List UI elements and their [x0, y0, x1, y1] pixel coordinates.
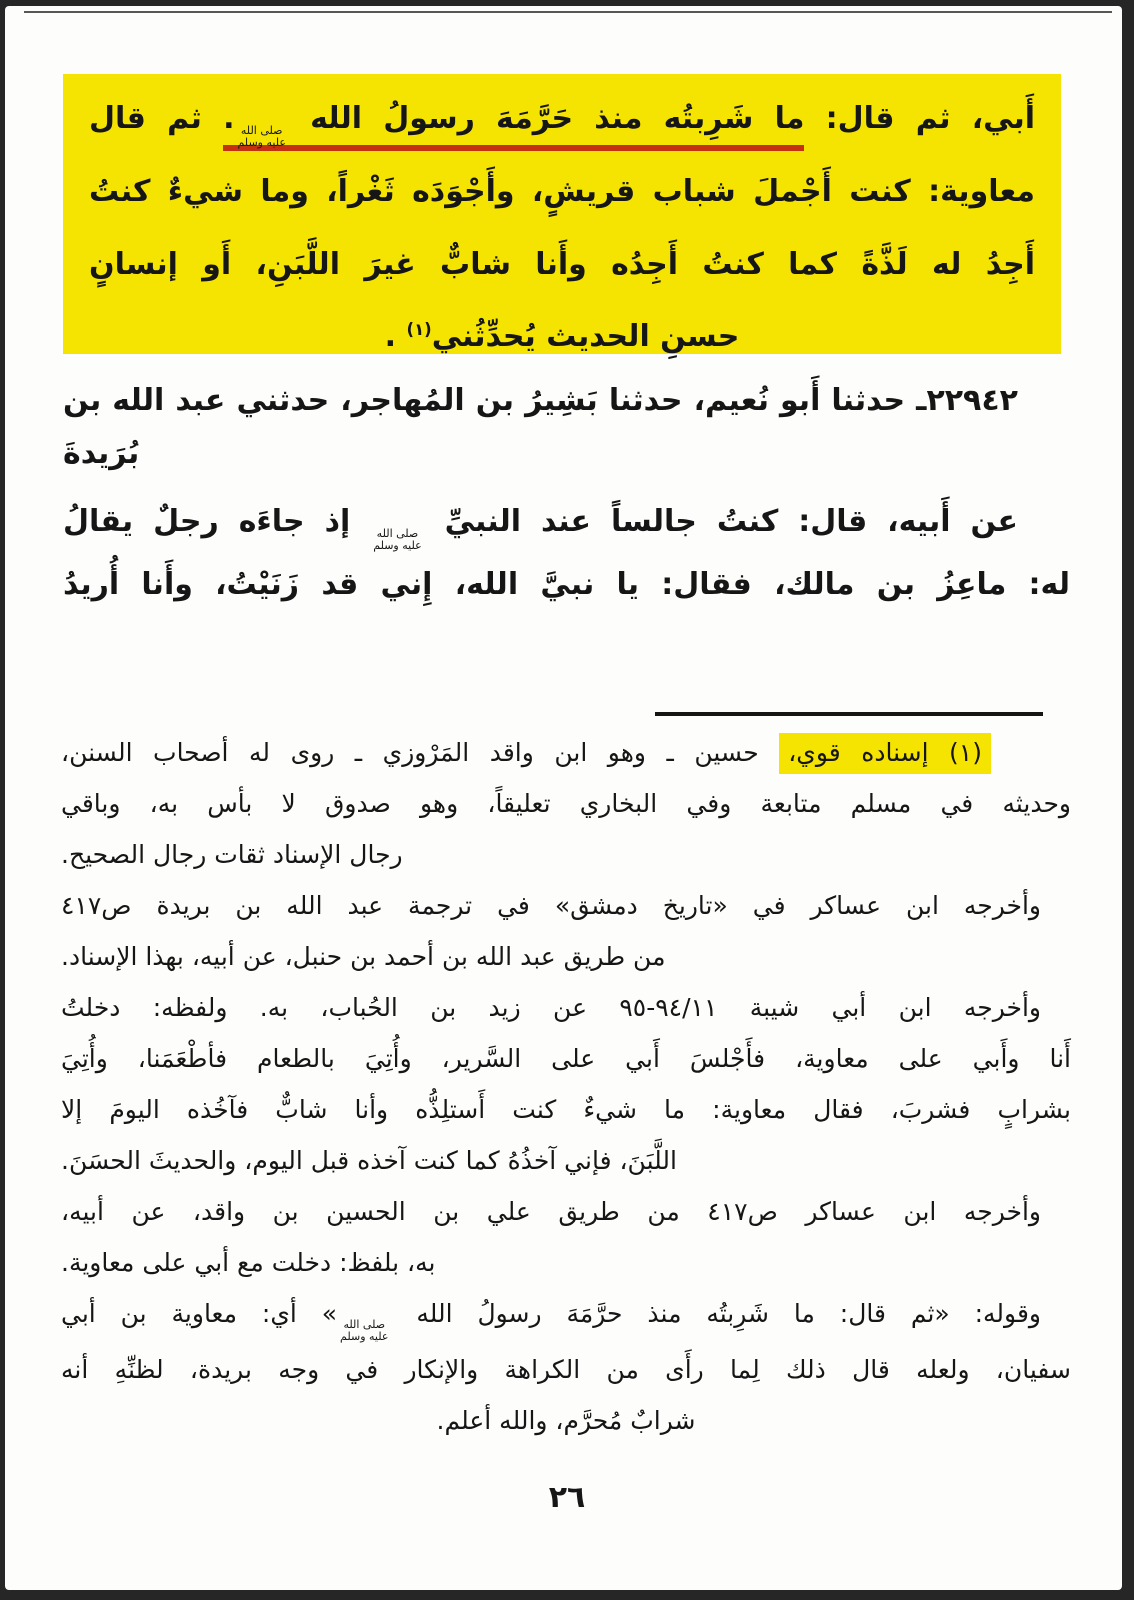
highlight-block	[63, 74, 1061, 354]
footnote-line-12: وقوله: «ثم قال: ما شَرِبتُه منذ حرَّمَهَ رسولُ الله صلى الله عليه وسلم » أي: معاوية بن أبي	[61, 1299, 1041, 1344]
matn-line-2: له: ماعِزُ بن مالك، فقال: يا نبيَّ الله، إِني قد زَنَيْتُ، وأَنا أُريدُ	[63, 567, 1070, 602]
footnote-separator	[655, 712, 1043, 716]
highlight-line-3: أَجِدُ له لَذَّةً كما كنتُ أَجِدُه وأَنا شابٌّ غيرَ اللَّبَنِ، أَو إنسانٍ	[89, 247, 1035, 282]
red-underlined-text: ما شَرِبتُه منذ حَرَّمَهَ رسولُ الله صلى الله عليه وسلم .	[223, 101, 805, 150]
salawat-ligature: صلى الله عليه وسلم	[340, 1318, 389, 1344]
highlight-line-4-period: .	[384, 319, 407, 354]
highlight-line-4-text: حسنِ الحديث يُحدِّثُني	[431, 319, 740, 354]
isnad-line-2: بُرَيدةَ	[63, 436, 140, 471]
isnad-line-1: ٢٢٩٤٢ـ حدثنا أَبو نُعيم، حدثنا بَشِيرُ بن المُهاجر، حدثني عبد الله بن	[63, 383, 1018, 418]
footnote-line-11: به، بلفظ: دخلت مع أبي على معاوية.	[61, 1248, 436, 1277]
footnote-line-6: وأخرجه ابن أبي شيبة ١١‏/٩٤-٩٥ عن زيد بن الحُباب، به. ولفظه: دخلتُ	[61, 993, 1041, 1022]
footnote-line-8: بشرابٍ فشربَ، فقال معاوية: ما شيءٌ كنت أَستلِذُّه وأنا شابٌّ فآخُذه اليومَ إلا	[61, 1095, 1071, 1124]
highlight-line-4	[89, 301, 1035, 366]
highlight-line-1-post: ثم قال	[89, 101, 224, 136]
footnote-line-1	[61, 727, 1071, 778]
footnote-line-2: وحديثه في مسلم متابعة وفي البخاري تعليقاً، وهو صدوق لا بأس به، وباقي	[61, 789, 1071, 818]
paragraph-isnad	[63, 374, 1070, 480]
salawat-ligature: صلى الله عليه وسلم	[373, 527, 422, 553]
footnote-line-1-rest: حسين ـ وهو ابن واقد المَرْوزي ـ روى له أصحاب السنن،	[61, 738, 780, 767]
footnote-line-3: رجال الإسناد ثقات رجال الصحيح.	[61, 840, 403, 869]
footnote-line-9: اللَّبَنَ، فإني آخذُهُ كما كنت آخذه قبل اليوم، والحديثَ الحسَنَ.	[61, 1146, 677, 1175]
highlight-line-1-pre: أَبي، ثم قال:	[804, 101, 1035, 136]
paragraph-matn	[63, 490, 1070, 616]
footnote-ref-marker: (١)	[406, 320, 432, 339]
footnote-line-10: وأخرجه ابن عساكر ص٤١٧ من طريق علي بن الحسين بن واقد، عن أبيه،	[61, 1197, 1041, 1226]
salawat-ligature: صلى الله عليه وسلم	[237, 124, 286, 150]
footnote-line-4: وأخرجه ابن عساكر في «تاريخ دمشق» في ترجمة عبد الله بن بريدة ص٤١٧	[61, 891, 1041, 920]
footnote-line-7: أَنا وأَبي على معاوية، فأَجْلسَ أَبي على السَّرير، وأُتِيَ بالطعام فأطْعَمَنا، وأُتِيَ	[61, 1044, 1071, 1073]
top-hairline	[24, 11, 1112, 13]
matn-line-1: عن أَبيه، قال: كنتُ جالساً عند النبيِّ صلى الله عليه وسلم إذ جاءَه رجلٌ يقالُ	[63, 504, 1018, 553]
footnote-line-13: سفيان، ولعله قال ذلك لِما رأَى من الكراهة والإنكار في وجه بريدة، لظنِّهِ أنه	[61, 1354, 1071, 1384]
highlight-line-2: معاوية: كنت أَجْملَ شباب قريشٍ، وأَجْوَدَه ثَغْراً، وما شيءٌ كنتُ	[89, 174, 1035, 209]
footnote-line-5: من طريق عبد الله بن أحمد بن حنبل، عن أبيه، بهذا الإسناد.	[61, 942, 666, 971]
highlight-line-1	[89, 82, 1035, 155]
footnote-grade-highlight: (١) إسناده قوي،	[779, 733, 991, 774]
footnote-block	[61, 727, 1071, 1446]
footnote-line-14: شرابٌ مُحرَّم، والله أعلم.	[436, 1405, 696, 1435]
page-number: ٢٦	[548, 1480, 586, 1515]
